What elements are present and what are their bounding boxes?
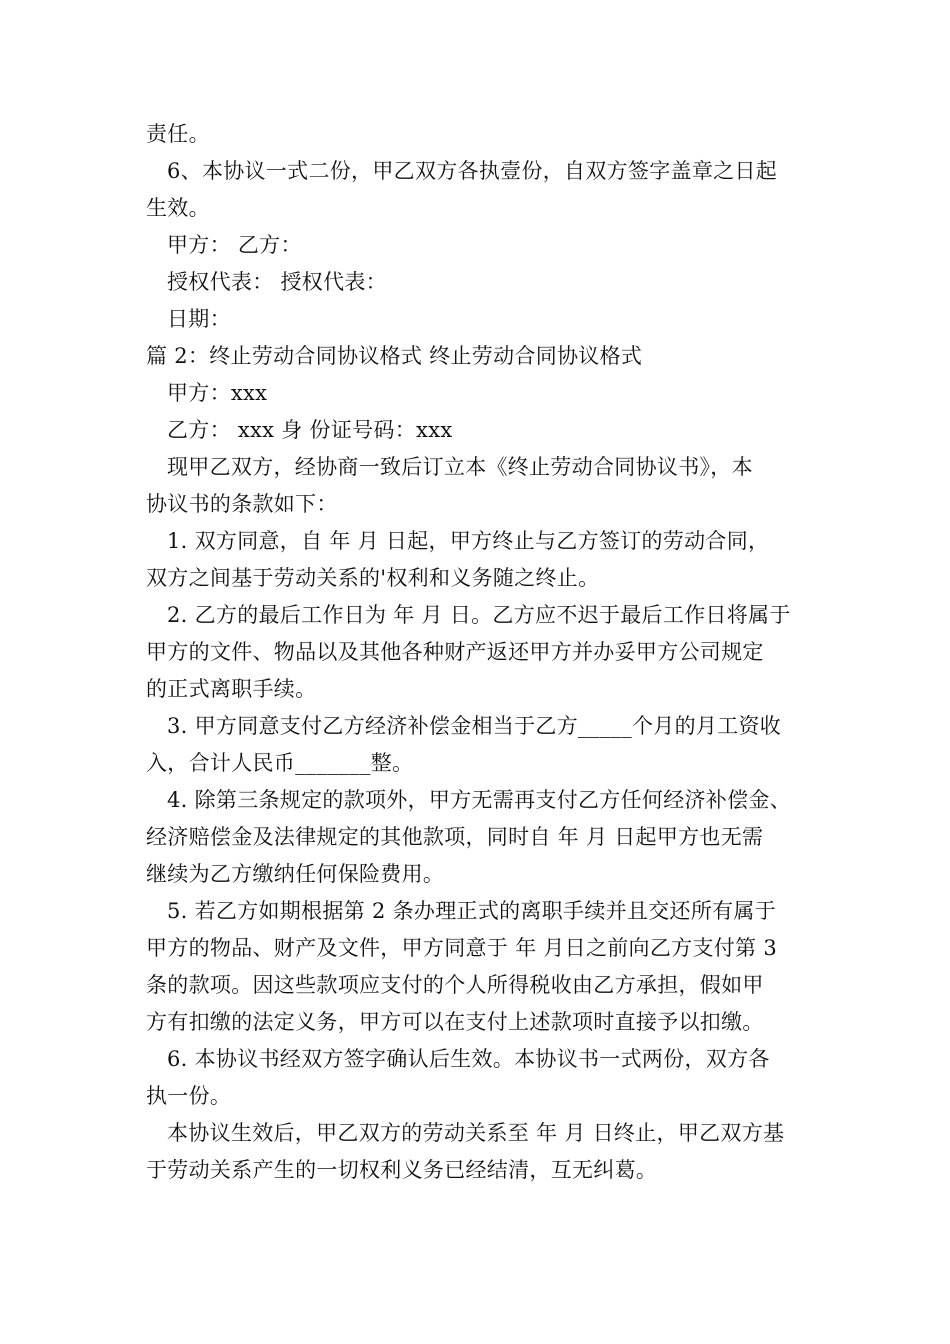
text-line: 入，合计人民币_______整。 bbox=[146, 751, 414, 775]
text-line: 方有扣缴的法定义务，甲方可以在支付上述款项时直接予以扣缴。 bbox=[146, 1010, 764, 1034]
text-line: 的正式离职手续。 bbox=[146, 677, 317, 701]
text-line: 协议书的条款如下： bbox=[146, 492, 338, 516]
text-line: 6、本协议一式二份，甲乙双方各执壹份，自双方签字盖章之日起 bbox=[167, 159, 778, 183]
text-line: 甲方的文件、物品以及其他各种财产返还甲方并办妥甲方公司规定 bbox=[146, 640, 764, 664]
text-line: 3. 甲方同意支付乙方经济补偿金相当于乙方_____个月的月工资收 bbox=[167, 714, 782, 738]
text-line: 生效。 bbox=[146, 196, 210, 220]
text-line: 继续为乙方缴纳任何保险费用。 bbox=[146, 862, 445, 886]
text-line: 2. 乙方的最后工作日为 年 月 日。乙方应不迟于最后工作日将属于 bbox=[167, 603, 791, 627]
text-line: 篇 2：终止劳动合同协议格式 终止劳动合同协议格式 bbox=[146, 344, 643, 368]
text-line: 日期： bbox=[167, 307, 231, 331]
text-line: 4. 除第三条规定的款项外，甲方无需再支付乙方任何经济补偿金、 bbox=[167, 788, 792, 812]
text-line: 于劳动关系产生的一切权利义务已经结清，互无纠葛。 bbox=[146, 1158, 658, 1182]
text-line: 现甲乙双方，经协商一致后订立本《终止劳动合同协议书》，本 bbox=[167, 455, 753, 479]
text-line: 甲方：xxx bbox=[167, 381, 268, 405]
text-line: 6. 本协议书经双方签字确认后生效。本协议书一式两份，双方各 bbox=[167, 1047, 770, 1071]
text-line: 授权代表： 授权代表： bbox=[167, 270, 387, 294]
text-line: 执一份。 bbox=[146, 1084, 232, 1108]
text-line: 甲方： 乙方： bbox=[167, 233, 302, 257]
text-line: 1. 双方同意，自 年 月 日起，甲方终止与乙方签订的劳动合同， bbox=[167, 529, 770, 553]
text-line: 5. 若乙方如期根据第 2 条办理正式的离职手续并且交还所有属于 bbox=[167, 899, 777, 923]
text-line: 甲方的物品、财产及文件，甲方同意于 年 月日之前向乙方支付第 3 bbox=[146, 936, 777, 960]
document-body bbox=[146, 116, 850, 1189]
text-line: 经济赔偿金及法律规定的其他款项，同时自 年 月 日起甲方也无需 bbox=[146, 825, 764, 849]
text-line: 双方之间基于劳动关系的'权利和义务随之终止。 bbox=[146, 566, 600, 590]
text-line: 乙方： xxx 身 份证号码：xxx bbox=[167, 418, 453, 442]
text-line: 责任。 bbox=[146, 122, 210, 146]
text-line: 条的款项。因这些款项应支付的个人所得税收由乙方承担，假如甲 bbox=[146, 973, 764, 997]
text-line: 本协议生效后，甲乙双方的劳动关系至 年 月 日终止，甲乙双方基 bbox=[167, 1121, 785, 1145]
